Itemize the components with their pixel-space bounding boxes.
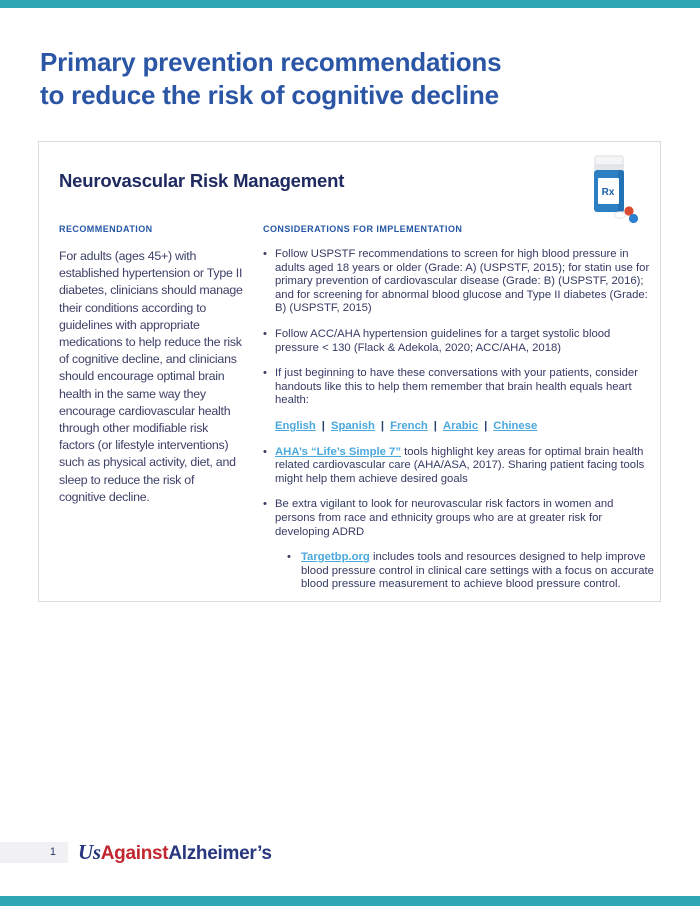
logo-against: Against bbox=[100, 843, 169, 864]
targetbp-text: includes tools and resources designed to help improve blood pressure control in clinical care settings with a focus on accurate blood pressure measurement to achieve blood pressure control. bbox=[301, 551, 654, 591]
language-separator: | bbox=[321, 419, 325, 432]
consideration-item-vigilance: • Be extra vigilant to look for neurovascular risk factors in women and persons from race and ethnicity groups who are at greater risk for developing ADRD bbox=[263, 498, 653, 539]
page-number-box bbox=[0, 842, 68, 863]
page-title bbox=[40, 46, 600, 112]
language-link-spanish[interactable]: Spanish bbox=[330, 419, 375, 432]
language-link-french[interactable]: French bbox=[390, 419, 428, 432]
language-separator: | bbox=[484, 419, 488, 432]
consideration-item-lifes-simple-7 bbox=[263, 446, 653, 487]
page-number: 1 bbox=[49, 846, 56, 858]
recommendation-body: For adults (ages 45+) with established hypertension or Type II diabetes, clinicians should manage their conditions according to guidelines with appropriate medications to help reduce the risk of cognitive decline, and clinicians should encourage optimal brain health in the same way they encourage cardiovascular health through other modifiable risk factors (or lifestyle interventions) such as physical activity, diet, and sleep to reduce the risk of cognitive decline. bbox=[59, 249, 243, 504]
top-accent-bar bbox=[0, 0, 700, 8]
blue-pill-icon bbox=[629, 214, 638, 223]
rx-label: Rx bbox=[601, 187, 615, 198]
considerations-list bbox=[263, 248, 653, 408]
rx-pill-bottle-icon bbox=[580, 154, 644, 224]
considerations-list-continued bbox=[263, 446, 653, 540]
recommendation-column bbox=[59, 224, 251, 506]
logo-alzheimers: Alzheimer’s bbox=[168, 843, 272, 864]
page-title-line2: to reduce the risk of cognitive decline bbox=[40, 80, 499, 110]
language-separator: | bbox=[380, 419, 385, 432]
consideration-item-uspstf: • Follow USPSTF recommendations to screen for high blood pressure in adults aged 18 years or older (Grade: A) (USPSTF, 2015); for statin use for primary prevention of cardiovascular disease (Grade: B) (USPSTF, 2016); and for screening for abnormal blood glucose and Type II diabetes (Grade: B) (USPSTF, 2015) bbox=[263, 248, 653, 316]
recommendation-label: RECOMMENDATION bbox=[59, 224, 153, 234]
usagainstalzheimers-logo bbox=[78, 840, 272, 864]
page-title-line1: Primary prevention recommendations bbox=[40, 47, 502, 77]
considerations-column bbox=[263, 224, 657, 592]
logo-us: Us bbox=[78, 840, 101, 864]
language-link-chinese[interactable]: Chinese bbox=[493, 419, 538, 432]
bottom-accent-bar bbox=[0, 896, 700, 906]
language-link-english[interactable]: English bbox=[275, 419, 316, 432]
consideration-item-handouts: • If just beginning to have these conversations with your patients, consider handouts like this to help them remember that brain health equals heart health: bbox=[263, 367, 653, 408]
lifes-simple-7-link[interactable]: AHA’s “Life’s Simple 7” bbox=[275, 445, 401, 458]
language-separator: | bbox=[433, 419, 437, 432]
targetbp-link[interactable]: Targetbp.org bbox=[301, 551, 370, 564]
card-heading: Neurovascular Risk Management bbox=[59, 170, 345, 191]
targetbp-sub-bullet bbox=[287, 551, 657, 592]
recommendation-card bbox=[38, 141, 661, 602]
language-link-arabic[interactable]: Arabic bbox=[442, 419, 479, 432]
language-links-row bbox=[263, 420, 657, 434]
lifes-simple-7-text: tools highlight key areas for optimal brain health related cardiovascular care (AHA/ASA, 2017). Sharing patient facing tools might help them achieve desired goals bbox=[275, 445, 645, 485]
consideration-item-acc-aha: • Follow ACC/AHA hypertension guidelines for a target systolic blood pressure < 130 (Flack & Adekola, 2020; ACC/AHA, 2018) bbox=[263, 328, 653, 355]
considerations-label: CONSIDERATIONS FOR IMPLEMENTATION bbox=[263, 224, 463, 234]
